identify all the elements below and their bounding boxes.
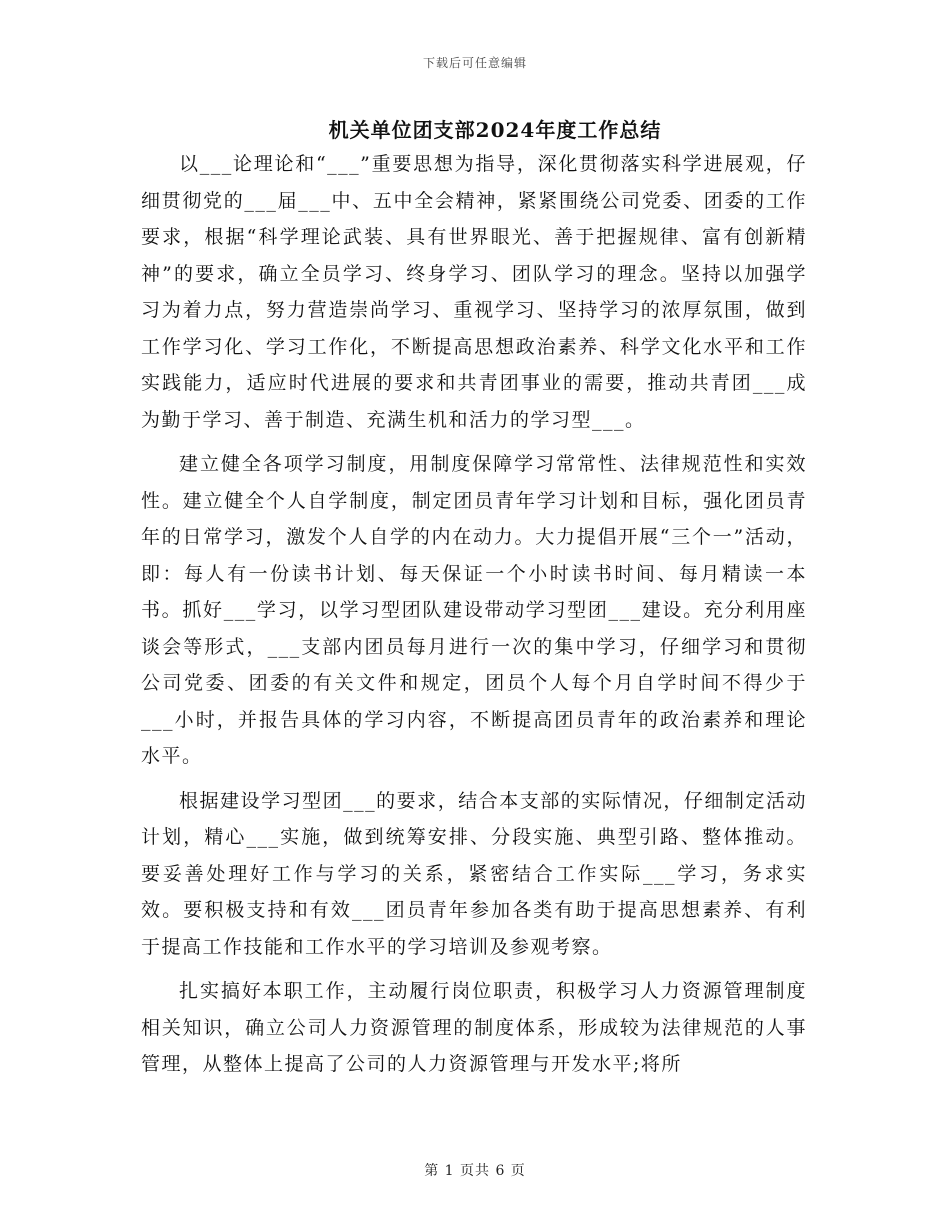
document-title: 机关单位团支部2024年度工作总结 [328,118,662,142]
paragraph-4: 扎实搞好本职工作，主动履行岗位职责，积极学习人力资源管理制度相关知识，确立公司人力资源管理的制度体系，形成较为法律规范的人事管理，从整体上提高了公司的人力资源管理与开发水平;将所 [141,980,807,1075]
paragraph-1: 以___论理论和“___”重要思想为指导，深化贯彻落实科学进展观，仔细贯彻党的___届___中、五中全会精神，紧紧围绕公司党委、团委的工作要求，根据“科学理论武装、具有世界眼光、善于把握规律、富有创新精神”的要求，确立全员学习、终身学习、团队学习的理念。坚持以加强学习为着力点，努力营造崇尚学习、重视学习、坚持学习的浓厚氛围，做到工作学习化、学习工作化，不断提高思想政治素养、科学文化水平和工作实践能力，适应时代进展的要求和共青团事业的需要，推动共青团___成为勤于学习、善于制造、充满生机和活力的学习型___。 [141,153,807,431]
paragraph-2: 建立健全各项学习制度，用制度保障学习常常性、法律规范性和实效性。建立健全个人自学制度，制定团员青年学习计划和目标，强化团员青年的日常学习，激发个人自学的内在动力。大力提倡开展“三个一”活动，即：每人有一份读书计划、每天保证一个小时读书时间、每月精读一本书。抓好___学习，以学习型团队建设带动学习型团___建设。充分利用座谈会等形式，___支部内团员每月进行一次的集中学习，仔细学习和贯彻公司党委、团委的有关文件和规定，团员个人每个月自学时间不得少于___小时，并报告具体的学习内容，不断提高团员青年的政治素养和理论水平。 [141,453,807,767]
document-body [141,146,807,1091]
paragraph-3: 根据建设学习型团___的要求，结合本支部的实际情况，仔细制定活动计划，精心___实施，做到统筹安排、分段实施、典型引路、整体推动。要妥善处理好工作与学习的关系，紧密结合工作实际___学习，务求实效。要积极支持和有效___团员青年参加各类有助于提高思想素养、有利于提高工作技能和工作水平的学习培训及参观考察。 [141,789,807,958]
page-number-indicator: 第 1 页共 6 页 [424,1163,526,1179]
page-header-note: 下载后可任意编辑 [422,56,527,70]
